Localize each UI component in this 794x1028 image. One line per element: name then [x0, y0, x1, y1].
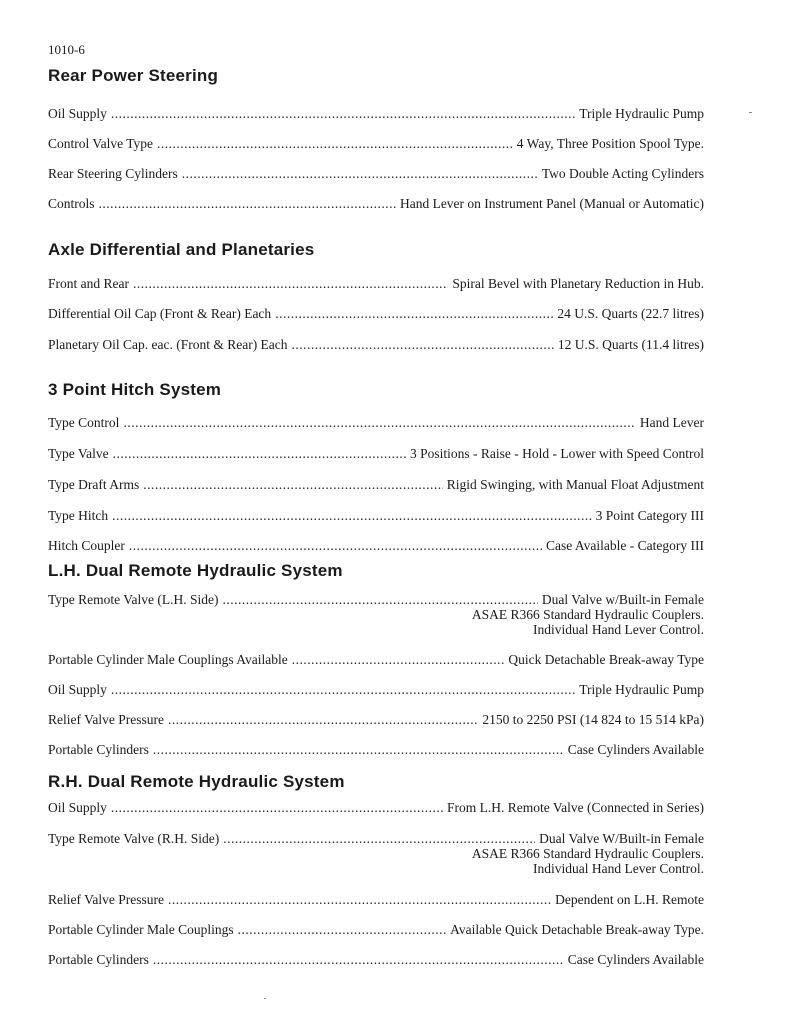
spec-row — [48, 106, 704, 122]
spec-label: Planetary Oil Cap. eac. (Front & Rear) Each — [48, 337, 288, 352]
spec-row — [48, 592, 704, 608]
spec-row — [48, 800, 704, 816]
spec-value: 24 U.S. Quarts (22.7 litres) — [557, 306, 704, 321]
leader-dots — [112, 508, 591, 524]
scan-speck — [264, 998, 266, 999]
spec-row — [48, 742, 704, 758]
leader-dots — [111, 682, 575, 698]
leader-dots — [99, 196, 396, 212]
leader-dots — [143, 477, 442, 493]
spec-row — [48, 892, 704, 908]
spec-label: Front and Rear — [48, 276, 129, 291]
page-number: 1010-6 — [48, 42, 85, 57]
spec-continuation: ASAE R366 Standard Hydraulic Couplers. — [471, 607, 704, 622]
spec-value: Rigid Swinging, with Manual Float Adjustment — [446, 477, 704, 492]
section-title-rear-power-steering: Rear Power Steering — [48, 66, 219, 85]
spec-value: From L.H. Remote Valve (Connected in Series) — [447, 800, 704, 815]
spec-row — [48, 306, 704, 322]
spec-row — [48, 136, 704, 152]
spec-value: Two Double Acting Cylinders — [541, 166, 704, 181]
leader-dots — [111, 106, 575, 122]
leader-dots — [292, 652, 505, 668]
spec-value: Available Quick Detachable Break-away Type. — [450, 922, 704, 937]
spec-value: Hand Lever — [639, 415, 704, 430]
leader-dots — [123, 415, 635, 431]
leader-dots — [275, 306, 553, 322]
leader-dots — [292, 337, 554, 353]
spec-label: Portable Cylinder Male Couplings — [48, 922, 234, 937]
leader-dots — [182, 166, 538, 182]
spec-label: Control Valve Type — [48, 136, 154, 151]
spec-label: Relief Valve Pressure — [48, 712, 164, 727]
spec-continuation: Individual Hand Lever Control. — [533, 861, 704, 876]
leader-dots — [238, 922, 447, 938]
section-title-axle-differential: Axle Differential and Planetaries — [48, 240, 315, 259]
spec-label: Portable Cylinder Male Couplings Available — [48, 652, 288, 667]
spec-value: 3 Point Category III — [595, 508, 704, 523]
spec-label: Oil Supply — [48, 106, 107, 121]
spec-row — [48, 337, 704, 353]
spec-label: Hitch Coupler — [48, 538, 125, 553]
spec-label: Controls — [48, 196, 95, 211]
spec-row — [48, 922, 704, 938]
leader-dots — [223, 831, 535, 847]
spec-value: 12 U.S. Quarts (11.4 litres) — [557, 337, 704, 352]
spec-value: Hand Lever on Instrument Panel (Manual or Automatic) — [399, 196, 704, 211]
spec-value: Dependent on L.H. Remote — [555, 892, 704, 907]
spec-value: Quick Detachable Break-away Type — [508, 652, 704, 667]
scan-speck — [749, 112, 752, 113]
spec-value: Dual Valve W/Built-in Female — [539, 831, 704, 846]
section-title-3-point-hitch: 3 Point Hitch System — [48, 380, 222, 399]
spec-value: 3 Positions - Raise - Hold - Lower with Speed Control — [410, 446, 704, 461]
spec-row — [48, 415, 704, 431]
spec-value: 2150 to 2250 PSI (14 824 to 15 514 kPa) — [482, 712, 704, 727]
leader-dots — [153, 742, 564, 758]
spec-value: Case Cylinders Available — [567, 742, 704, 757]
spec-label: Oil Supply — [48, 800, 107, 815]
leader-dots — [129, 538, 542, 554]
spec-value: Case Available - Category III — [546, 538, 704, 553]
leader-dots — [168, 712, 478, 728]
spec-value: Spiral Bevel with Planetary Reduction in Hub. — [452, 276, 704, 291]
leader-dots — [223, 592, 538, 608]
spec-row — [48, 652, 704, 668]
spec-value: Case Cylinders Available — [567, 952, 704, 967]
spec-row — [48, 276, 704, 292]
spec-continuation: ASAE R366 Standard Hydraulic Couplers. — [471, 846, 704, 861]
spec-label: Rear Steering Cylinders — [48, 166, 178, 181]
spec-label: Type Control — [48, 415, 120, 430]
spec-row — [48, 712, 704, 728]
spec-label: Type Valve — [48, 446, 109, 461]
leader-dots — [153, 952, 564, 968]
leader-dots — [168, 892, 551, 908]
spec-label: Type Remote Valve (L.H. Side) — [48, 592, 219, 607]
spec-continuation: Individual Hand Lever Control. — [533, 622, 704, 637]
leader-dots — [133, 276, 448, 292]
spec-row — [48, 477, 704, 493]
spec-label: Oil Supply — [48, 682, 107, 697]
spec-label: Type Draft Arms — [48, 477, 140, 492]
spec-label: Differential Oil Cap (Front & Rear) Each — [48, 306, 272, 321]
spec-value: Triple Hydraulic Pump — [579, 106, 704, 121]
spec-label: Type Remote Valve (R.H. Side) — [48, 831, 220, 846]
spec-row — [48, 508, 704, 524]
spec-row — [48, 538, 704, 554]
spec-row — [48, 831, 704, 847]
leader-dots — [111, 800, 443, 816]
section-title-lh-dual-remote: L.H. Dual Remote Hydraulic System — [48, 561, 343, 580]
spec-label: Portable Cylinders — [48, 952, 149, 967]
spec-label: Portable Cylinders — [48, 742, 149, 757]
leader-dots — [113, 446, 406, 462]
spec-value: Triple Hydraulic Pump — [579, 682, 704, 697]
spec-label: Type Hitch — [48, 508, 109, 523]
spec-value: 4 Way, Three Position Spool Type. — [516, 136, 704, 151]
spec-value: Dual Valve w/Built-in Female — [541, 592, 704, 607]
spec-label: Relief Valve Pressure — [48, 892, 164, 907]
leader-dots — [157, 136, 513, 152]
spec-row — [48, 952, 704, 968]
section-title-rh-dual-remote: R.H. Dual Remote Hydraulic System — [48, 772, 345, 791]
spec-row — [48, 196, 704, 212]
spec-row — [48, 166, 704, 182]
spec-row — [48, 446, 704, 462]
spec-row — [48, 682, 704, 698]
